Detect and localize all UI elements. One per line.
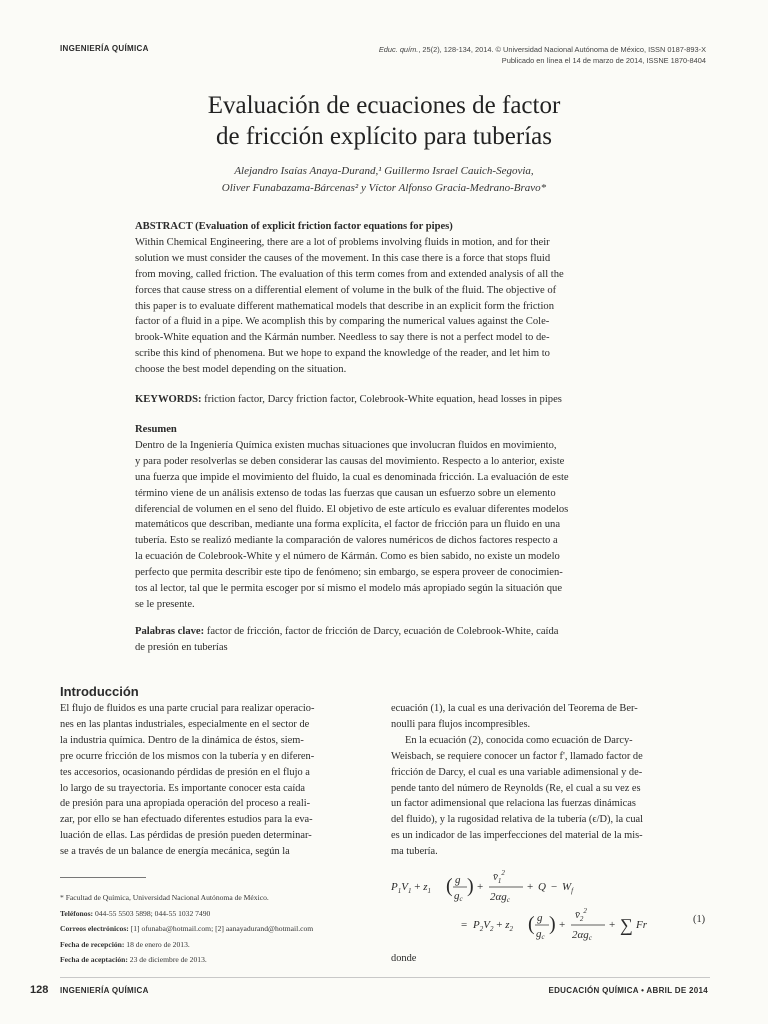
abstract-line: factor of a fluid in a pipe. We acomplish this by comparing the numerical values against the Cole- <box>135 316 550 328</box>
intro-right-line: Weisbach, se requiere conocer un factor f', llamado factor de <box>391 750 643 762</box>
svg-text:P2V2 + z2: $P_2V_2 + z_2$ <box>473 919 513 933</box>
intro-left-line: nes en las plantas industriales, especialmente en el sector de <box>60 718 310 730</box>
intro-left-line: tes accesorios, ocasionando pérdidas de presión en el flujo a <box>60 766 310 778</box>
keywords-text: friction factor, Darcy friction factor, Colebrook-White equation, head losses in pipes <box>201 394 562 405</box>
svg-text:2αgc: 2αgc <box>490 891 510 904</box>
online-publication-note: Publicado en línea el 14 de marzo de 2014, ISSNE 1870-8404 <box>501 56 706 65</box>
page-number: 128 <box>30 984 49 996</box>
svg-text:g: g <box>537 912 543 924</box>
resumen-line: y para poder resolverlas se deben considerar las causas del movimiento. Respecto a lo anterior, existe <box>135 455 565 467</box>
phones-value: 044-55 5503 5898; 044-55 1032 7490 <box>93 908 211 918</box>
svg-text:+: + <box>477 881 484 893</box>
resumen-section <box>135 422 633 613</box>
article-title <box>0 90 768 152</box>
svg-text:−: − <box>551 881 558 893</box>
svg-text:Q: Q <box>538 881 546 893</box>
received-label: Fecha de recepción: <box>60 939 125 949</box>
svg-text:+: + <box>527 881 534 893</box>
energy-balance-equation <box>391 866 711 946</box>
citation-block <box>379 44 706 66</box>
intro-right-line: es un indicador de las imperfecciones del material de la mis- <box>391 830 643 842</box>
resumen-line: la ecuación de Colebrook-White y el número de Kármán. Como es bien sabido, no existe un modelo <box>135 551 560 563</box>
resumen-heading: Resumen <box>135 424 177 435</box>
citation-details: , 25(2), 128-134, 2014. © Universidad Nacional Autónoma de México, ISSN 0187-893-X <box>418 45 706 54</box>
palabras-clave-label: Palabras clave: <box>135 626 205 637</box>
svg-text:v̄12: $v̄_1^2$ <box>493 869 505 885</box>
footer-divider <box>60 977 710 978</box>
donde-text: donde <box>391 953 417 964</box>
intro-left-line: pre ocurre fricción de los mismos con la tubería y en diferen- <box>60 750 315 762</box>
intro-left-column <box>60 701 378 860</box>
intro-right-column <box>391 701 709 860</box>
intro-right-line: un factor adimensional que relaciona las fuerzas dinámicas <box>391 798 636 810</box>
resumen-line: Dentro de la Ingeniería Química existen muchas situaciones que involucran fluidos en movimiento, <box>135 439 557 451</box>
equation-number: (1) <box>693 914 706 925</box>
resumen-line: una fuerza que impide el movimiento del fluido, la cual es denominada fricción. La evaluación de este <box>135 471 569 483</box>
accepted-value: 23 de diciembre de 2013. <box>127 955 207 965</box>
svg-text:Fr: Fr <box>636 919 647 931</box>
keywords-label: KEYWORDS: <box>135 394 202 405</box>
intro-right-line: noulli para flujos incompresibles. <box>391 718 531 730</box>
footnote-received <box>60 937 390 953</box>
accepted-label: Fecha de aceptación: <box>60 955 128 965</box>
intro-right-line: En la ecuación (2), conocida como ecuación de Darcy- <box>405 734 633 746</box>
resumen-line: tos al lector, tal que le permita escoger por sí mismo el modelo más apropiado según la situación que <box>135 583 563 595</box>
emails-label: Correos electrónicos: <box>60 924 129 934</box>
footer-section: INGENIERÍA QUÍMICA <box>60 986 149 995</box>
emails-value: [1] ofunaba@hotmail.com; [2] aanayadurand@hotmail.com <box>128 924 314 934</box>
phones-label: Teléfonos: <box>60 908 94 918</box>
footnote-phones <box>60 906 390 922</box>
palabras-clave-text: factor de fricción, factor de fricción de Darcy, ecuación de Colebrook-White, caída <box>204 626 559 637</box>
abstract-heading: ABSTRACT (Evaluation of explicit friction factor equations for pipes) <box>135 221 453 232</box>
abstract-line: this paper is to evaluate different mathematical models that describe in an explicit form the friction <box>135 300 554 312</box>
abstract-line: brook-White equation and the Kármán number. Needless to say there is not a perfect model to de- <box>135 332 550 344</box>
intro-left-line: zar, por ello se han efectuado diferentes estudios para la eva- <box>60 814 313 826</box>
intro-left-line: la industria química. Dentro de la dinámica de éstos, siem- <box>60 734 304 746</box>
intro-heading: Introducción <box>60 684 139 699</box>
resumen-line: perfecto que permita describir este tipo de fenómeno; sin embargo, se espera proveer de conocimien- <box>135 567 563 579</box>
svg-text:): ) <box>467 875 474 897</box>
resumen-line: se le presente. <box>135 598 195 610</box>
abstract-line: Within Chemical Engineering, there are a lot of problems involving fluids in motion, and for their <box>135 236 550 248</box>
intro-right-line: pende tanto del número de Reynolds (Re, el cual a su vez es <box>391 782 641 794</box>
svg-text:(: ( <box>446 875 453 897</box>
abstract-line: scribe this kind of phenomena. But we hope to expand the knowledge of the reader, and let him to <box>135 348 550 360</box>
intro-right-line: fricción de Darcy, el cual es una variable adimensional y de- <box>391 766 643 778</box>
svg-text:+: + <box>609 919 616 931</box>
footnote-affiliation: * Facultad de Química, Universidad Nacional Autónoma de México. <box>60 893 269 902</box>
intro-left-line: lo largo de su trayectoria. Es importante conocer esta caída <box>60 782 306 794</box>
palabras-clave-text-line-2: de presión en tuberías <box>135 641 228 653</box>
abstract-line: forces that cause stress on a differential element of volume in the bulk of the fluid. The objective of <box>135 284 557 296</box>
author-list <box>0 163 768 197</box>
svg-text:P1V1 + z1: $P_1V_1 + z_1$ <box>391 881 431 895</box>
abstract-line: from moving, called friction. The evaluation of this term comes from and extended analysis of all the <box>135 268 564 280</box>
journal-abbrev: Educ. quím. <box>378 45 419 54</box>
footer-journal: EDUCACIÓN QUÍMICA • ABRIL DE 2014 <box>548 986 708 995</box>
title-line-2: de fricción explícito para tuberías <box>216 123 552 150</box>
svg-text:=: = <box>461 919 468 931</box>
title-line-1: Evaluación de ecuaciones de factor <box>207 92 561 119</box>
authors-line-2: Oliver Funabazama-Bárcenas² y Víctor Alfonso Gracia-Medrano-Bravo* <box>221 182 547 194</box>
resumen-line: término viene de un análisis extenso de todas las fuerzas que causan un esfuerzo sobre un elemento <box>135 487 556 499</box>
abstract-section <box>135 219 633 378</box>
intro-right-line: del fluido), y la rugosidad relativa de la tubería (ϵ/D), la cual <box>391 814 644 826</box>
intro-left-line: de presión para una apropiada operación del proceso a reali- <box>60 798 311 810</box>
svg-text:Wf: $W_f$ <box>562 881 574 895</box>
abstract-line: choose the best model depending on the situation. <box>135 364 347 376</box>
intro-right-line: ecuación (1), la cual es una derivación del Teorema de Ber- <box>391 703 638 714</box>
svg-text:2αgc: 2αgc <box>572 929 592 942</box>
running-head-section: INGENIERÍA QUÍMICA <box>60 44 149 53</box>
footnotes <box>60 890 390 968</box>
footnote-divider <box>60 877 146 878</box>
received-value: 18 de enero de 2013. <box>124 939 190 949</box>
authors-line-1: Alejandro Isaías Anaya-Durand,¹ Guillermo Israel Cauich-Segovia, <box>234 165 534 177</box>
svg-text:∑: ∑ <box>620 915 633 935</box>
svg-text:gc: gc <box>536 928 545 941</box>
footnote-emails <box>60 921 390 937</box>
abstract-body <box>135 235 633 378</box>
svg-text:v̄22: $v̄_2^2$ <box>575 907 587 923</box>
palabras-clave-section <box>135 624 633 656</box>
intro-left-line: luación de ellas. Las pérdidas de presión pueden determinar- <box>60 830 312 842</box>
svg-text:+: + <box>559 919 566 931</box>
resumen-line: tubería. Esto se realizó mediante la comparación de valores numéricos de dichos factores respecto a <box>135 535 558 547</box>
footnote-accepted <box>60 952 390 968</box>
intro-right-line: ma tubería. <box>391 846 438 858</box>
svg-text:g: g <box>455 874 461 886</box>
resumen-line: diferencial de volumen en el seno del fluido. El objetivo de este artículo es evaluar diferentes modelos <box>135 503 569 515</box>
svg-text:(: ( <box>528 913 535 935</box>
intro-left-line: se a través de un balance de energía mecánica, según la <box>60 846 290 858</box>
abstract-line: solution we must consider the causes of the movement. In this case there is a force that stops fluid <box>135 252 551 264</box>
svg-text:): ) <box>549 913 556 935</box>
resumen-line: matemáticos que describan, mediante una forma explícita, el factor de fricción para un fluido en una <box>135 519 561 531</box>
keywords-section <box>135 392 633 408</box>
svg-text:gc: gc <box>454 890 463 903</box>
intro-left-line: El flujo de fluidos es una parte crucial para realizar operacio- <box>60 703 315 714</box>
